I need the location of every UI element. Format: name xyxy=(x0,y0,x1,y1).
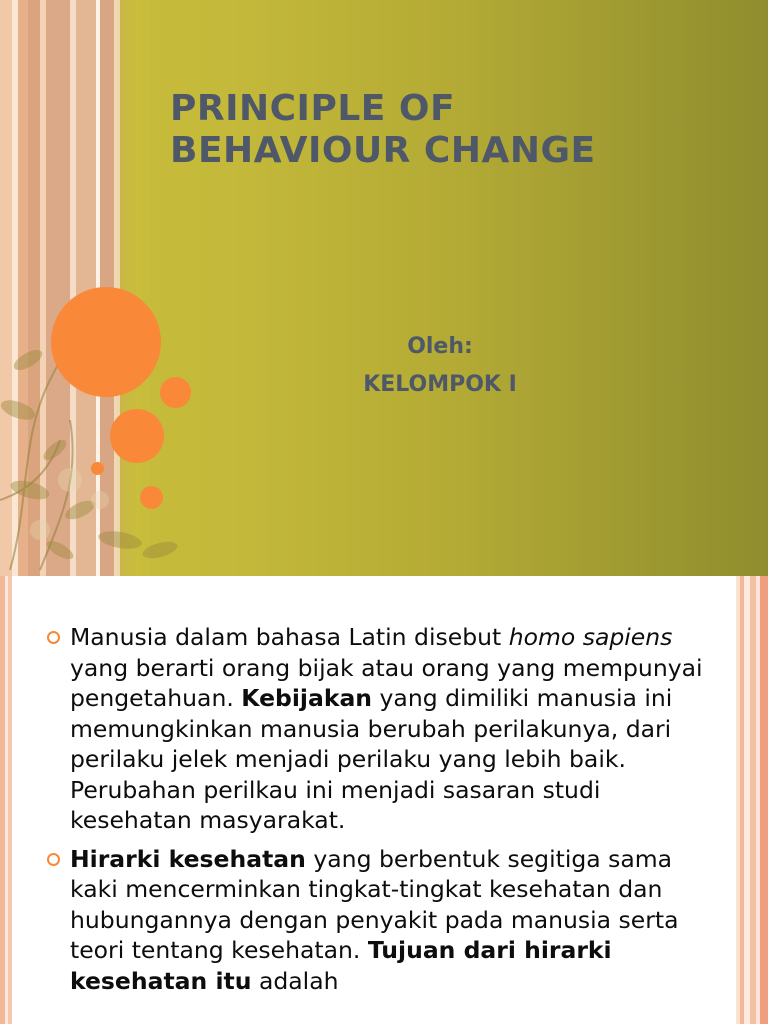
right-edge-stripes xyxy=(736,576,768,1024)
small-orange-circle xyxy=(160,377,191,408)
bullet-list xyxy=(44,622,704,1004)
bullet2-bold-term-2: Tujuan dari hirarki kesehatan itu xyxy=(70,936,612,995)
slide-subtitle xyxy=(300,328,580,404)
bullet-item-1 xyxy=(44,622,704,836)
bullet2-text-1: yang berbentuk segitiga sama kaki mencerminkan tingkat-tingkat kesehatan dan hubungannya dengan penyakit pada manusia serta teori tentang kesehatan. xyxy=(70,844,679,964)
bullet2-bold-term-1: Hirarki kesehatan xyxy=(70,844,306,873)
medium-orange-circle xyxy=(110,409,164,463)
small-orange-circle-2 xyxy=(140,486,163,509)
bullet2-text-2: adalah xyxy=(251,966,339,995)
slide-title xyxy=(170,88,730,172)
orange-ring-bullet-icon xyxy=(47,853,60,866)
subtitle-by-label: Oleh: xyxy=(407,334,473,359)
slide-title-line1: PRINCIPLE OF xyxy=(170,88,456,129)
orange-ring-bullet-icon xyxy=(47,631,60,644)
bullet1-italic-term: homo sapiens xyxy=(508,623,673,651)
bullet1-text-1: Manusia dalam bahasa Latin disebut xyxy=(70,623,509,651)
left-edge-stripes xyxy=(0,576,12,1024)
slide-title-line2: BEHAVIOUR CHANGE xyxy=(170,130,596,171)
bullet1-text-2: yang berarti orang bijak atau orang yang mempunyai pengetahuan. xyxy=(70,653,703,712)
content-slide xyxy=(0,576,768,1024)
bullet-item-2 xyxy=(44,844,704,997)
subtitle-group-name: KELOMPOK I xyxy=(363,372,517,397)
tiny-orange-circle xyxy=(91,462,104,475)
large-orange-circle xyxy=(51,287,161,397)
bullet1-text-3: yang dimiliki manusia ini memungkinkan manusia berubah perilakunya, dari perilaku jelek menjadi perilaku yang lebih baik. Perubahan perilkau ini menjadi sasaran studi kesehatan masyarakat. xyxy=(70,684,673,834)
bullet1-bold-term: Kebijakan xyxy=(241,684,373,712)
